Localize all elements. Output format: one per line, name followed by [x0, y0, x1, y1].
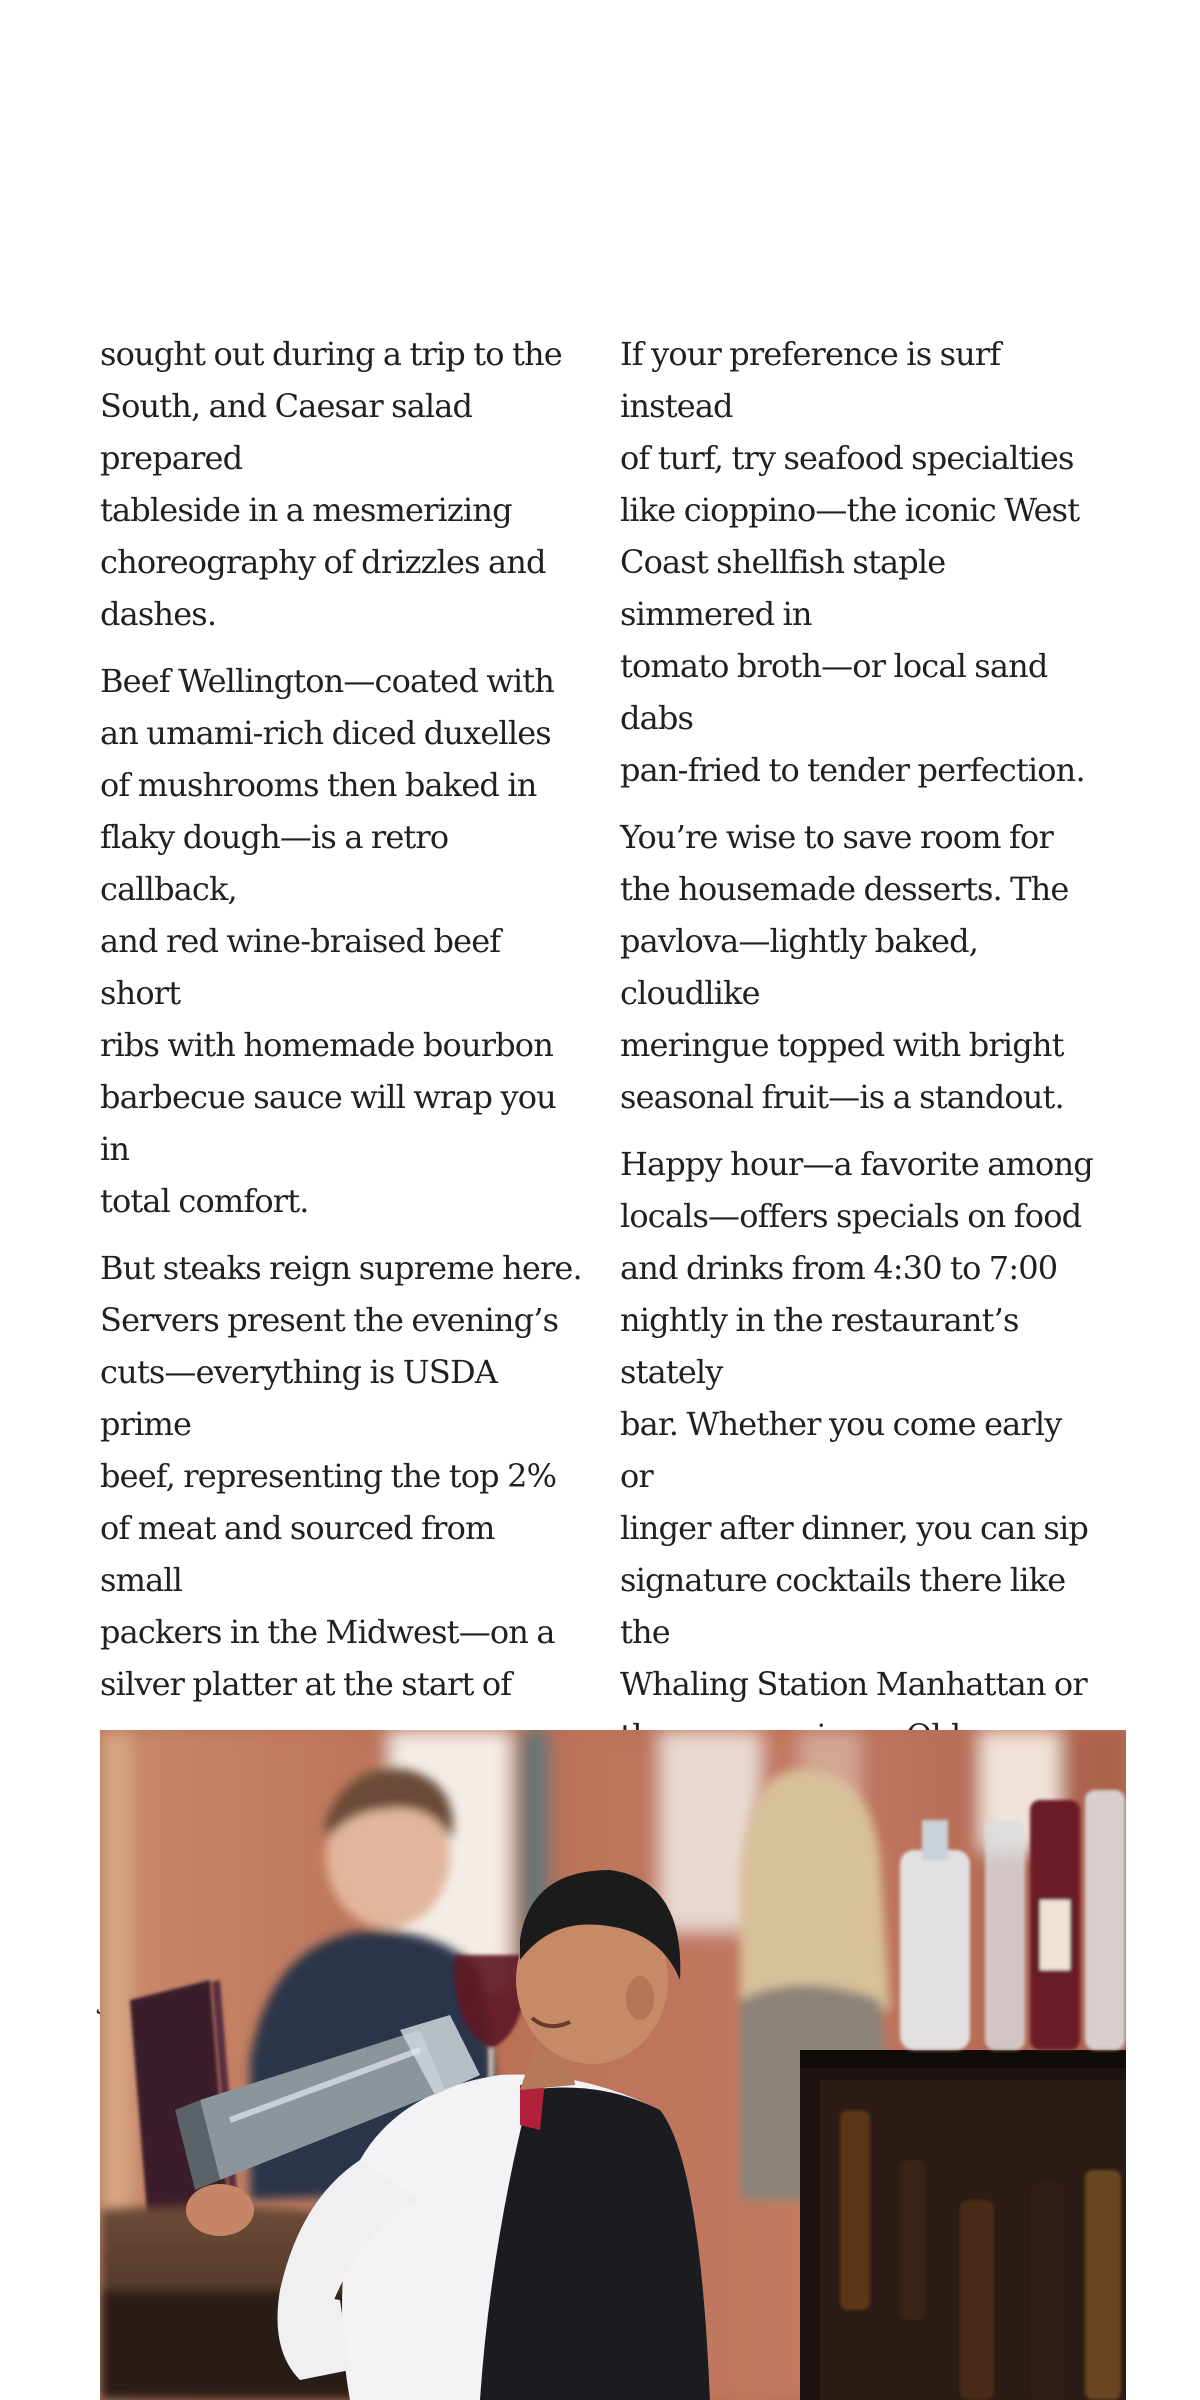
paragraph: But steaks reign supreme here. Servers present the evening’s cuts—everything is USDA prime beef, representing the top 2% of meat and sourced from small packers in the Midwest—on a silver platter at the start of: [100, 1249, 582, 1703]
paragraph: sought out during a trip to the South, and Caesar salad prepared tableside in a mesmerizing choreography of drizzles and dashes.: [100, 335, 562, 633]
bartender-photo: [100, 1730, 1126, 2400]
paragraph: You’re wise to save room for the housemade desserts. The pavlova—lightly baked, cloudlike meringue topped with bright seasonal fruit—is a standout.: [620, 818, 1069, 1116]
paragraph: Beef Wellington—coated with an umami-rich diced duxelles of mushrooms then baked in flaky dough—is a retro callback, and red wine-braised beef short ribs with homemade bourbon barbecue sauce will wrap you in total comfort.: [100, 662, 556, 1220]
paragraph: If your preference is surf instead of turf, try seafood specialties like cioppino—the iconic West Coast shellfish staple simmered in tomato broth—or local sand dabs pan-fried to tender perfection.: [620, 335, 1085, 789]
paragraph: Happy hour—a favorite among locals—offers specials on food and drinks from 4:30 to 7:00 nightly in the restaurant’s stately bar. Whether you come early or linger after dinner, you can sip signature cocktails there like the Whaling Station Manhattan or: [620, 1145, 1093, 1703]
bartender-photo-illustration: [100, 1730, 1126, 2400]
